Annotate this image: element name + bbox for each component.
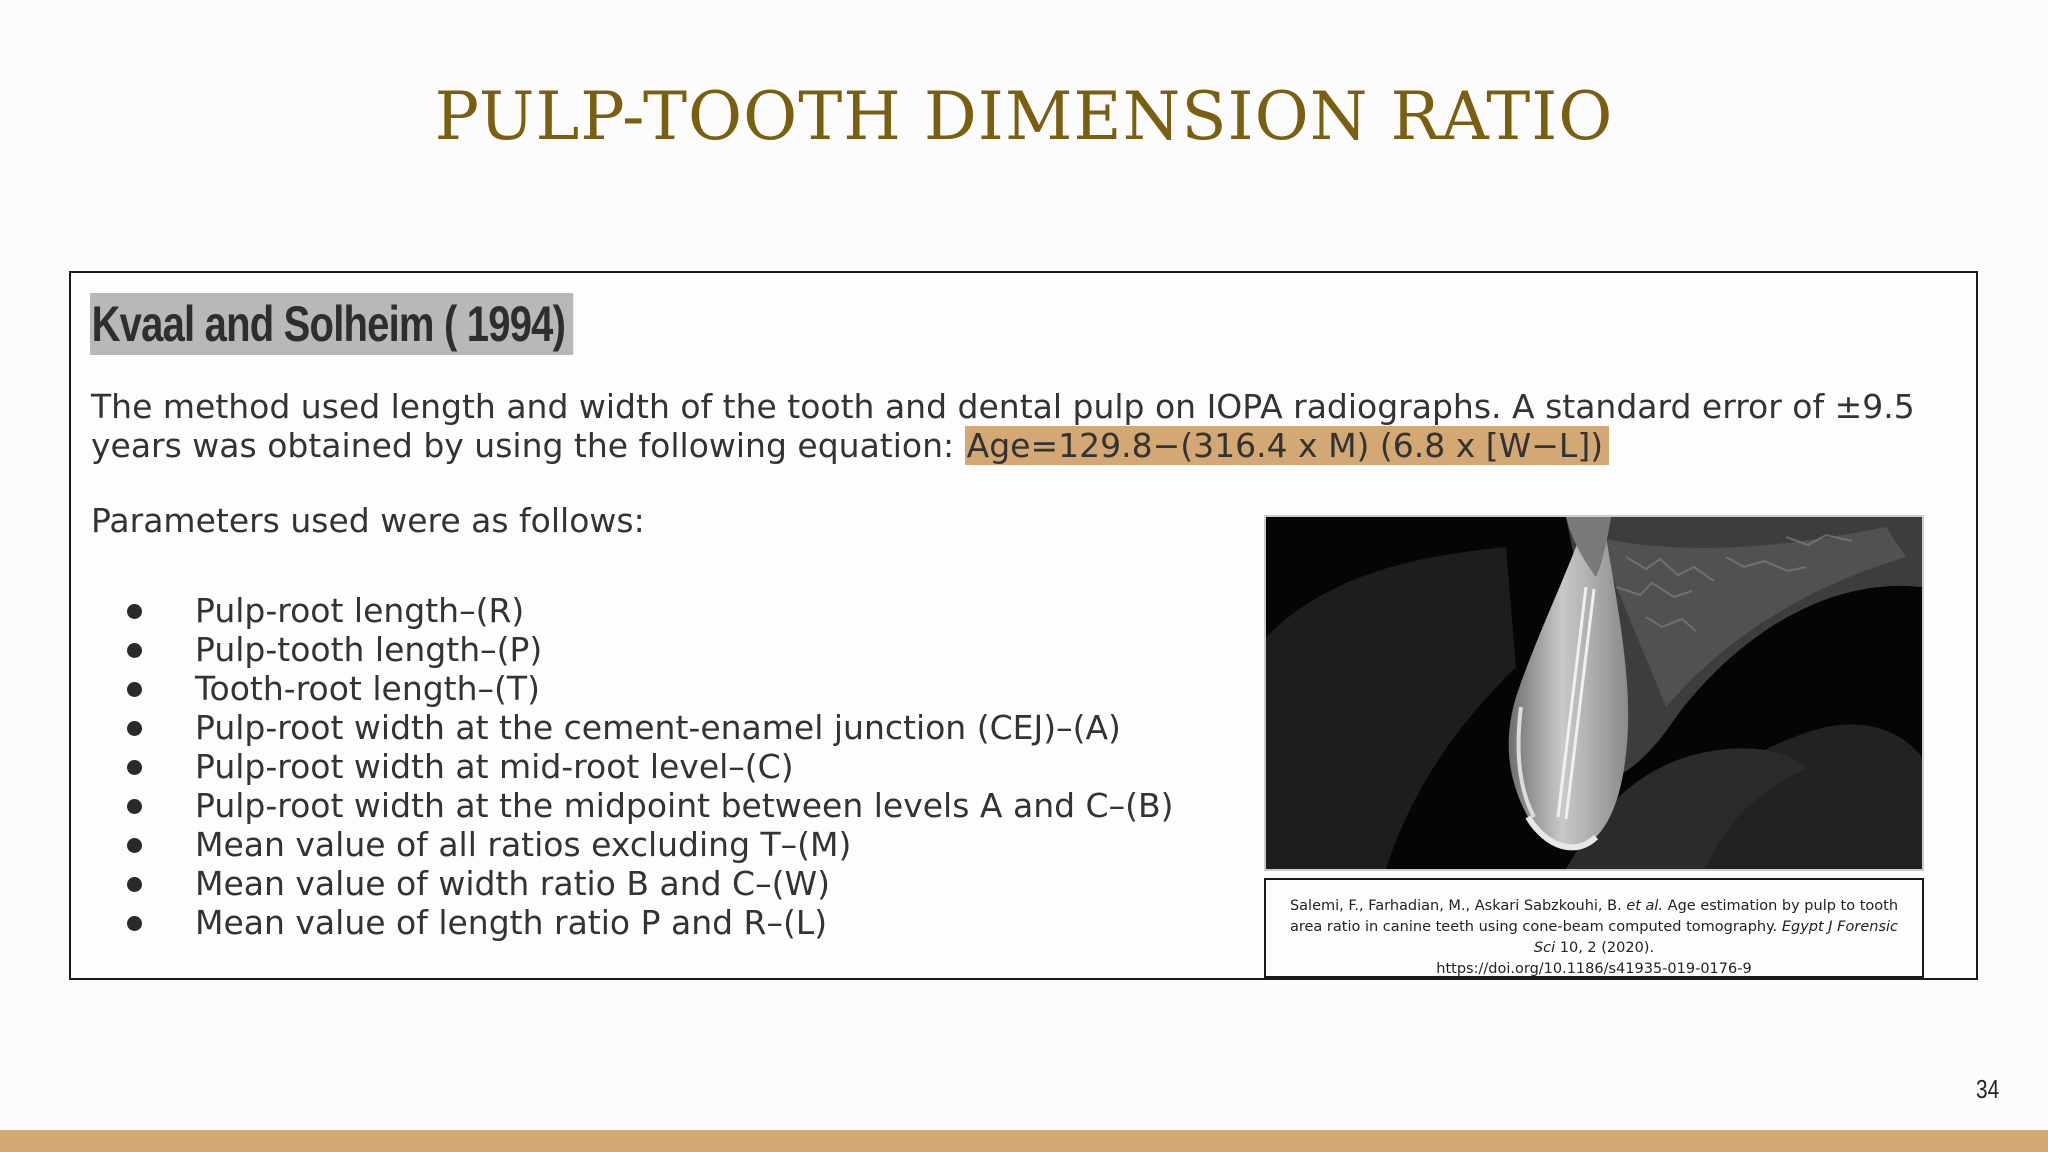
list-item	[91, 669, 1173, 708]
parameters-intro: Parameters used were as follows:	[91, 501, 645, 540]
cbct-tooth-image	[1264, 515, 1924, 871]
bullet-icon	[127, 643, 142, 658]
intro-text: The method used length and width of the tooth and dental pulp on IOPA radiographs. A standard error of ±9.5 years was obtained by using the following equation:	[91, 387, 1915, 465]
bottom-accent-bar	[0, 1130, 2048, 1152]
list-item-text: Pulp-root length–(R)	[195, 591, 525, 630]
intro-paragraph	[91, 387, 1971, 465]
slide-title: PULP-TOOTH DIMENSION RATIO	[434, 78, 1614, 155]
list-item-text: Pulp-root width at the cement-enamel junction (CEJ)–(A)	[195, 708, 1121, 747]
image-citation	[1264, 878, 1924, 978]
section-heading: Kvaal and Solheim ( 1994)	[90, 293, 573, 355]
bullet-icon	[127, 721, 142, 736]
citation-et-al: et al.	[1626, 898, 1664, 914]
content-box	[69, 271, 1978, 980]
list-item	[91, 747, 1173, 786]
parameter-list	[91, 591, 1173, 942]
bullet-icon	[127, 877, 142, 892]
list-item-text: Mean value of all ratios excluding T–(M)	[195, 825, 852, 864]
list-item-text: Pulp-root width at the midpoint between levels A and C–(B)	[195, 786, 1174, 825]
citation-doi: https://doi.org/10.1186/s41935-019-0176-9	[1436, 961, 1752, 977]
list-item-text: Pulp-tooth length–(P)	[195, 630, 543, 669]
list-item-text: Mean value of width ratio B and C–(W)	[195, 864, 830, 903]
bullet-icon	[127, 799, 142, 814]
page-number: 34	[1976, 1074, 2000, 1104]
list-item	[91, 825, 1173, 864]
list-item	[91, 864, 1173, 903]
list-item	[91, 630, 1173, 669]
citation-title: Age estimation by pulp to tooth area ratio in canine teeth using cone-beam computed tomography.	[1289, 898, 1899, 935]
bullet-icon	[127, 604, 142, 619]
citation-volume: 10, 2 (2020).	[1555, 940, 1655, 956]
citation-authors: Salemi, F., Farhadian, M., Askari Sabzkouhi, B.	[1289, 898, 1627, 914]
list-item	[91, 591, 1173, 630]
list-item-text: Tooth-root length–(T)	[195, 669, 540, 708]
bullet-icon	[127, 838, 142, 853]
citation-journal: Egypt J Forensic Sci	[1533, 919, 1898, 956]
bullet-icon	[127, 760, 142, 775]
list-item-text: Mean value of length ratio P and R–(L)	[195, 903, 828, 942]
list-item	[91, 786, 1173, 825]
list-item-text: Pulp-root width at mid-root level–(C)	[195, 747, 794, 786]
list-item	[91, 708, 1173, 747]
age-equation: Age=129.8−(316.4 x M) (6.8 x [W−L])	[965, 426, 1609, 465]
list-item	[91, 903, 1173, 942]
bullet-icon	[127, 682, 142, 697]
bullet-icon	[127, 916, 142, 931]
